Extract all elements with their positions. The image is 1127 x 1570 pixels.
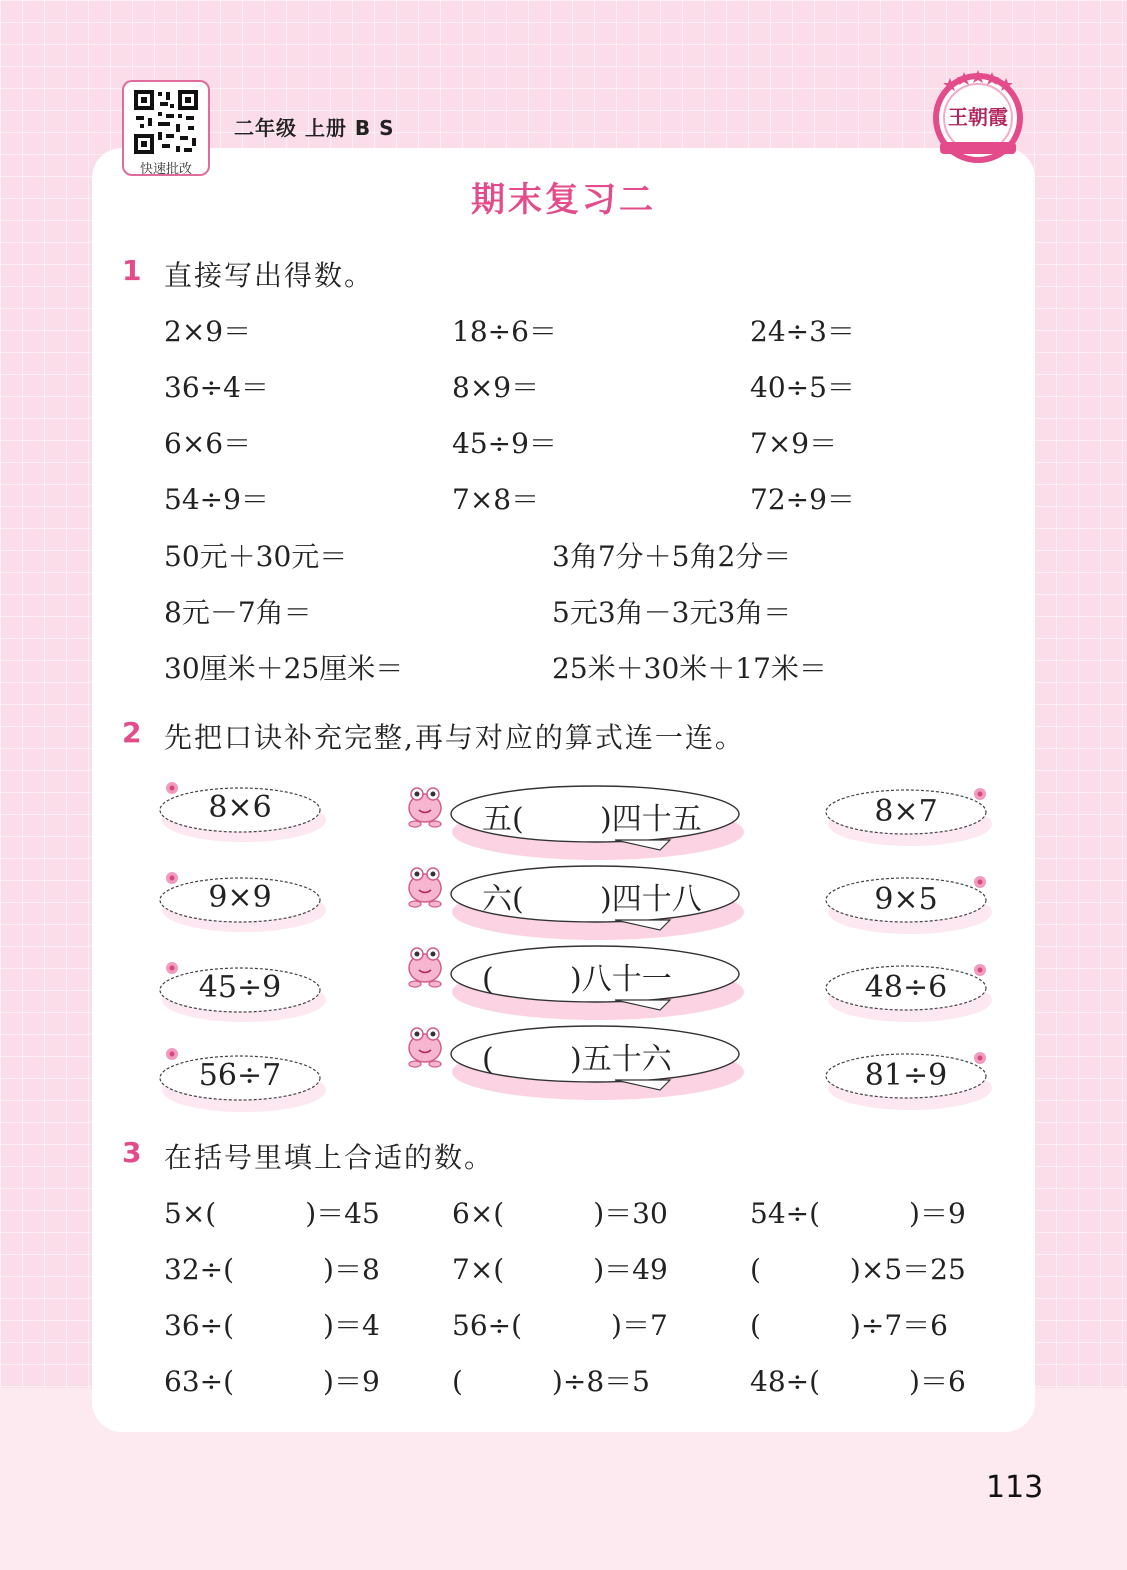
page-number: 113 — [986, 1470, 1044, 1505]
section-3-title: 在括号里填上合适的数。 — [164, 1141, 495, 1174]
arith-expression: 40÷5＝ — [750, 371, 855, 404]
unit-expression: 8元－7角＝ — [164, 596, 312, 629]
fill-blank-expression[interactable]: 56÷( )＝7 — [452, 1309, 668, 1342]
fill-blank-expression[interactable]: ( )÷7＝6 — [750, 1309, 948, 1342]
rhyme-text[interactable]: ( )五十六 — [482, 1042, 672, 1077]
rhyme-text[interactable]: 六( )四十八 — [482, 882, 702, 917]
fill-blank-expression[interactable]: 48÷( )＝6 — [750, 1365, 966, 1398]
fill-blank-expression[interactable]: 54÷( )＝9 — [750, 1197, 966, 1230]
left-expression[interactable]: 45÷9 — [198, 970, 282, 1005]
fill-blank-expression[interactable]: ( )×5＝25 — [750, 1253, 966, 1286]
unit-expression: 3角7分＋5角2分＝ — [552, 540, 792, 573]
section-1-title: 直接写出得数。 — [164, 259, 375, 292]
left-expression[interactable]: 8×6 — [208, 790, 272, 825]
fill-blank-expression[interactable]: 6×( )＝30 — [452, 1197, 668, 1230]
section-2-number: 2 — [122, 716, 142, 749]
qr-code-box[interactable] — [122, 80, 210, 176]
matching-area — [150, 770, 1010, 1130]
arith-expression: 7×9＝ — [750, 427, 838, 460]
qr-label: 快速批改 — [139, 162, 192, 177]
arith-expression: 18÷6＝ — [452, 315, 557, 348]
right-expression[interactable]: 8×7 — [874, 794, 938, 829]
page-header — [0, 0, 1127, 200]
fill-blank-expression[interactable]: ( )÷8＝5 — [452, 1365, 650, 1398]
unit-expression: 30厘米＋25厘米＝ — [164, 652, 404, 685]
arith-expression: 6×6＝ — [164, 427, 252, 460]
rhyme-text[interactable]: 五( )四十五 — [482, 802, 702, 837]
qr-code-icon — [132, 88, 200, 156]
fill-blank-expression[interactable]: 63÷( )＝9 — [164, 1365, 380, 1398]
unit-expression: 50元＋30元＝ — [164, 540, 348, 573]
unit-expression: 25米＋30米＋17米＝ — [552, 652, 827, 685]
arith-expression: 54÷9＝ — [164, 483, 269, 516]
unit-expression: 5元3角－3元3角＝ — [552, 596, 792, 629]
arith-expression: 7×8＝ — [452, 483, 540, 516]
arith-expression: 45÷9＝ — [452, 427, 557, 460]
fill-blank-expression[interactable]: 36÷( )＝4 — [164, 1309, 380, 1342]
brand-logo-icon — [930, 68, 1026, 164]
arith-expression: 36÷4＝ — [164, 371, 269, 404]
section-1-number: 1 — [122, 254, 142, 287]
section-2-title: 先把口诀补充完整,再与对应的算式连一连。 — [164, 721, 745, 754]
arith-expression: 2×9＝ — [164, 315, 252, 348]
arith-expression: 24÷3＝ — [750, 315, 855, 348]
left-expression[interactable]: 56÷7 — [198, 1058, 282, 1093]
arith-expression: 8×9＝ — [452, 371, 540, 404]
fill-blank-expression[interactable]: 7×( )＝49 — [452, 1253, 668, 1286]
rhyme-text[interactable]: ( )八十一 — [482, 962, 672, 997]
fill-blank-expression[interactable]: 5×( )＝45 — [164, 1197, 380, 1230]
logo-text: 王朝霞 — [948, 105, 1008, 129]
section-3-number: 3 — [122, 1136, 142, 1169]
arith-expression: 72÷9＝ — [750, 483, 855, 516]
left-expression[interactable]: 9×9 — [208, 880, 272, 915]
page-title: 期末复习二 — [471, 180, 656, 220]
right-expression[interactable]: 9×5 — [874, 882, 938, 917]
right-expression[interactable]: 81÷9 — [864, 1058, 948, 1093]
right-expression[interactable]: 48÷6 — [864, 970, 948, 1005]
fill-blank-expression[interactable]: 32÷( )＝8 — [164, 1253, 380, 1286]
grade-label: 二年级 上册 B S — [234, 116, 395, 140]
